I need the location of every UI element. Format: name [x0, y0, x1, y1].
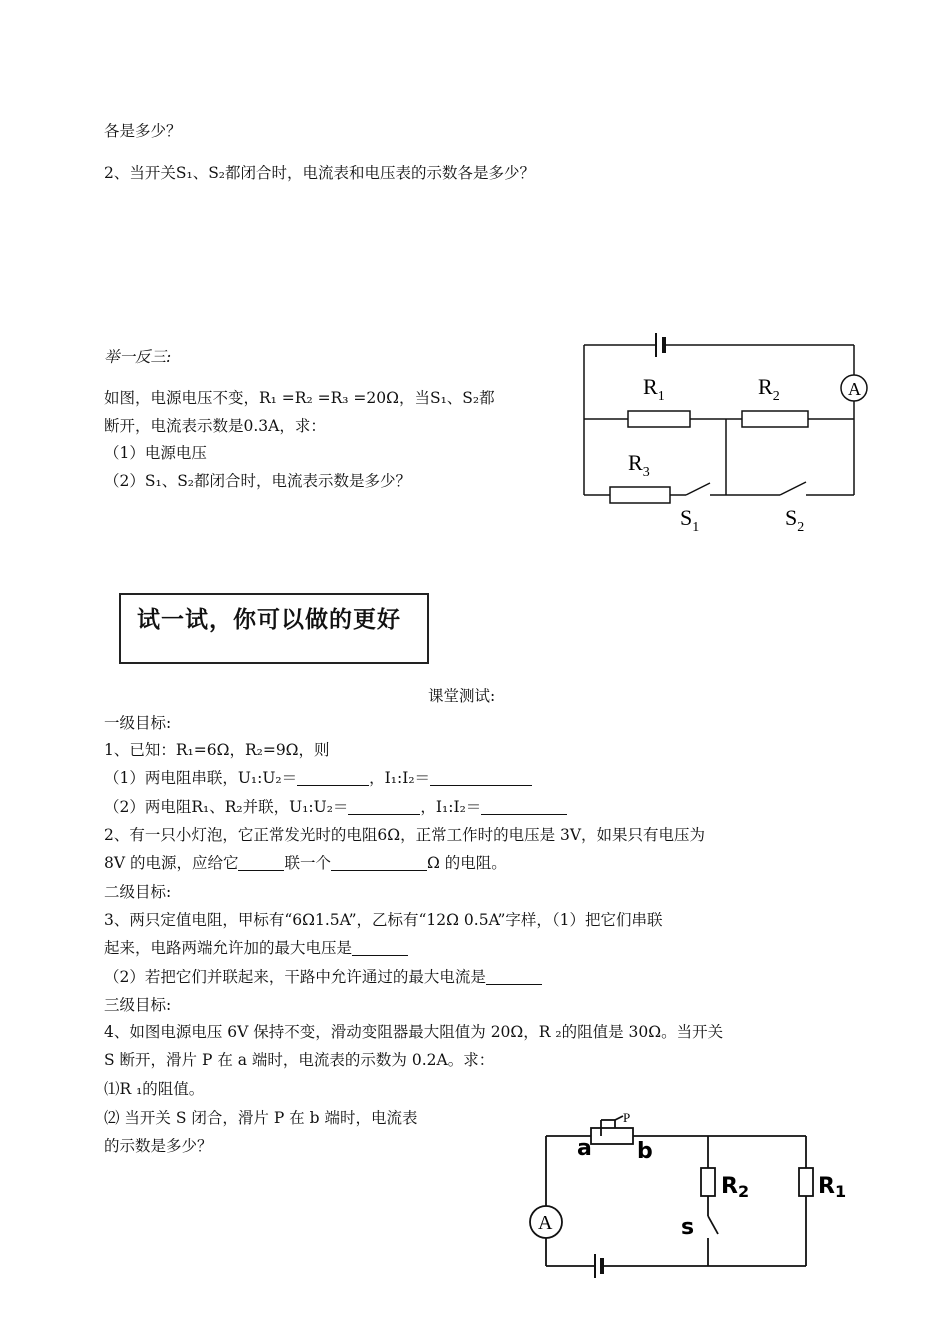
question-1a	[104, 768, 532, 788]
question-2-mid: 联一个	[284, 854, 331, 872]
answer-blank[interactable]	[238, 855, 284, 871]
answer-blank[interactable]	[481, 799, 567, 815]
answer-blank[interactable]	[430, 770, 532, 786]
answer-blank[interactable]	[486, 969, 542, 985]
example-line-2: 断开，电流表示数是0.3A，求：	[104, 417, 326, 435]
r2-label: R	[721, 1174, 738, 1199]
question-3b-text: （2）若把它们并联起来，干路中允许通过的最大电流是	[104, 968, 486, 986]
answer-blank[interactable]	[331, 855, 427, 871]
test-title: 课堂测试:	[428, 687, 496, 705]
example-question-1: （1）电源电压	[104, 444, 207, 462]
question-1a-text: （1）两电阻串联，U₁:U₂＝	[104, 769, 298, 787]
r2-sub: 2	[772, 389, 780, 404]
s2-label: S	[785, 505, 798, 530]
question-1a-mid: ，I₁:I₂＝	[369, 769, 431, 787]
question-1: 1、已知：R₁=6Ω，R₂=9Ω，则	[104, 741, 330, 759]
svg-text:R3	[628, 450, 650, 480]
ammeter-label: A	[848, 379, 861, 399]
question-2: 2、当开关S₁、S₂都闭合时，电流表和电压表的示数各是多少？	[104, 164, 536, 182]
answer-blank[interactable]	[352, 940, 408, 956]
terminal-a-label: a	[577, 1136, 592, 1161]
r2-label: R	[758, 374, 773, 399]
svg-text:S1	[680, 505, 699, 535]
svg-text:R2	[758, 374, 780, 404]
r2-sub: 2	[737, 1182, 750, 1201]
svg-text:R2	[721, 1174, 749, 1201]
r1-label: R	[643, 374, 658, 399]
level-1-heading: 一级目标:	[104, 714, 172, 732]
example-line-1: 如图，电源电压不变，R₁ =R₂ =R₃ =20Ω，当S₁、S₂都	[104, 389, 495, 407]
level-2-heading: 二级目标:	[104, 883, 172, 901]
circuit-diagram-1	[570, 325, 880, 540]
r1-sub: 1	[834, 1182, 847, 1201]
s2-sub: 2	[797, 520, 805, 535]
question-1b	[104, 797, 567, 817]
question-2-line-1: 2、有一只小灯泡，它正常发光时的电阻6Ω，正常工作时的电压是 3V，如果只有电压为	[104, 826, 706, 844]
question-2-line-2	[104, 853, 507, 873]
switch-s-label: s	[681, 1215, 695, 1240]
answer-blank[interactable]	[297, 770, 369, 786]
question-2-text: 8V 的电源，应给它	[104, 854, 239, 872]
question-4a: ⑴R ₁的阻值。	[104, 1080, 205, 1098]
slider-p-label: P	[623, 1110, 631, 1125]
question-3-line-2	[104, 938, 408, 958]
question-4-line-2: S 断开，滑片 P 在 a 端时，电流表的示数为 0.2A。求：	[104, 1051, 495, 1069]
question-3-line-3	[104, 967, 542, 987]
level-3-heading: 三级目标:	[104, 996, 172, 1014]
example-question-2: （2）S₁、S₂都闭合时，电流表示数是多少？	[104, 472, 412, 490]
r1-label: R	[818, 1174, 835, 1199]
svg-text:R1	[818, 1174, 846, 1201]
question-4b-line-1: ⑵ 当开关 S 闭合，滑片 P 在 b 端时，电流表	[104, 1109, 418, 1127]
r3-label: R	[628, 450, 643, 475]
r1-sub: 1	[657, 389, 665, 404]
r3-sub: 3	[642, 465, 650, 480]
circuit-diagram-2	[515, 1108, 860, 1288]
svg-text:R1	[643, 374, 665, 404]
ammeter-label: A	[538, 1212, 553, 1234]
question-4b-line-2: 的示数是多少？	[104, 1137, 213, 1155]
text-line: 各是多少？	[104, 122, 182, 140]
question-2-post: Ω 的电阻。	[427, 854, 507, 872]
question-3-text: 起来，电路两端允许加的最大电压是	[104, 939, 353, 957]
question-1b-text: （2）两电阻R₁、R₂并联，U₁:U₂＝	[104, 798, 349, 816]
answer-blank[interactable]	[348, 799, 420, 815]
section-heading: 举一反三:	[104, 348, 172, 366]
try-box	[119, 593, 429, 664]
terminal-b-label: b	[637, 1139, 653, 1164]
s1-label: S	[680, 505, 693, 530]
question-4-line-1: 4、如图电源电压 6V 保持不变，滑动变阻器最大阻值为 20Ω，R ₂的阻值是 30Ω。当开关	[104, 1023, 724, 1041]
try-box-title: 试一试，你可以做的更好	[137, 607, 401, 633]
s1-sub: 1	[692, 520, 700, 535]
question-1b-mid: ，I₁:I₂＝	[420, 798, 482, 816]
svg-text:S2	[785, 505, 804, 535]
question-3-line-1: 3、两只定值电阻，甲标有“6Ω1.5A”，乙标有“12Ω 0.5A”字样，（1）把它们串联	[104, 911, 663, 929]
